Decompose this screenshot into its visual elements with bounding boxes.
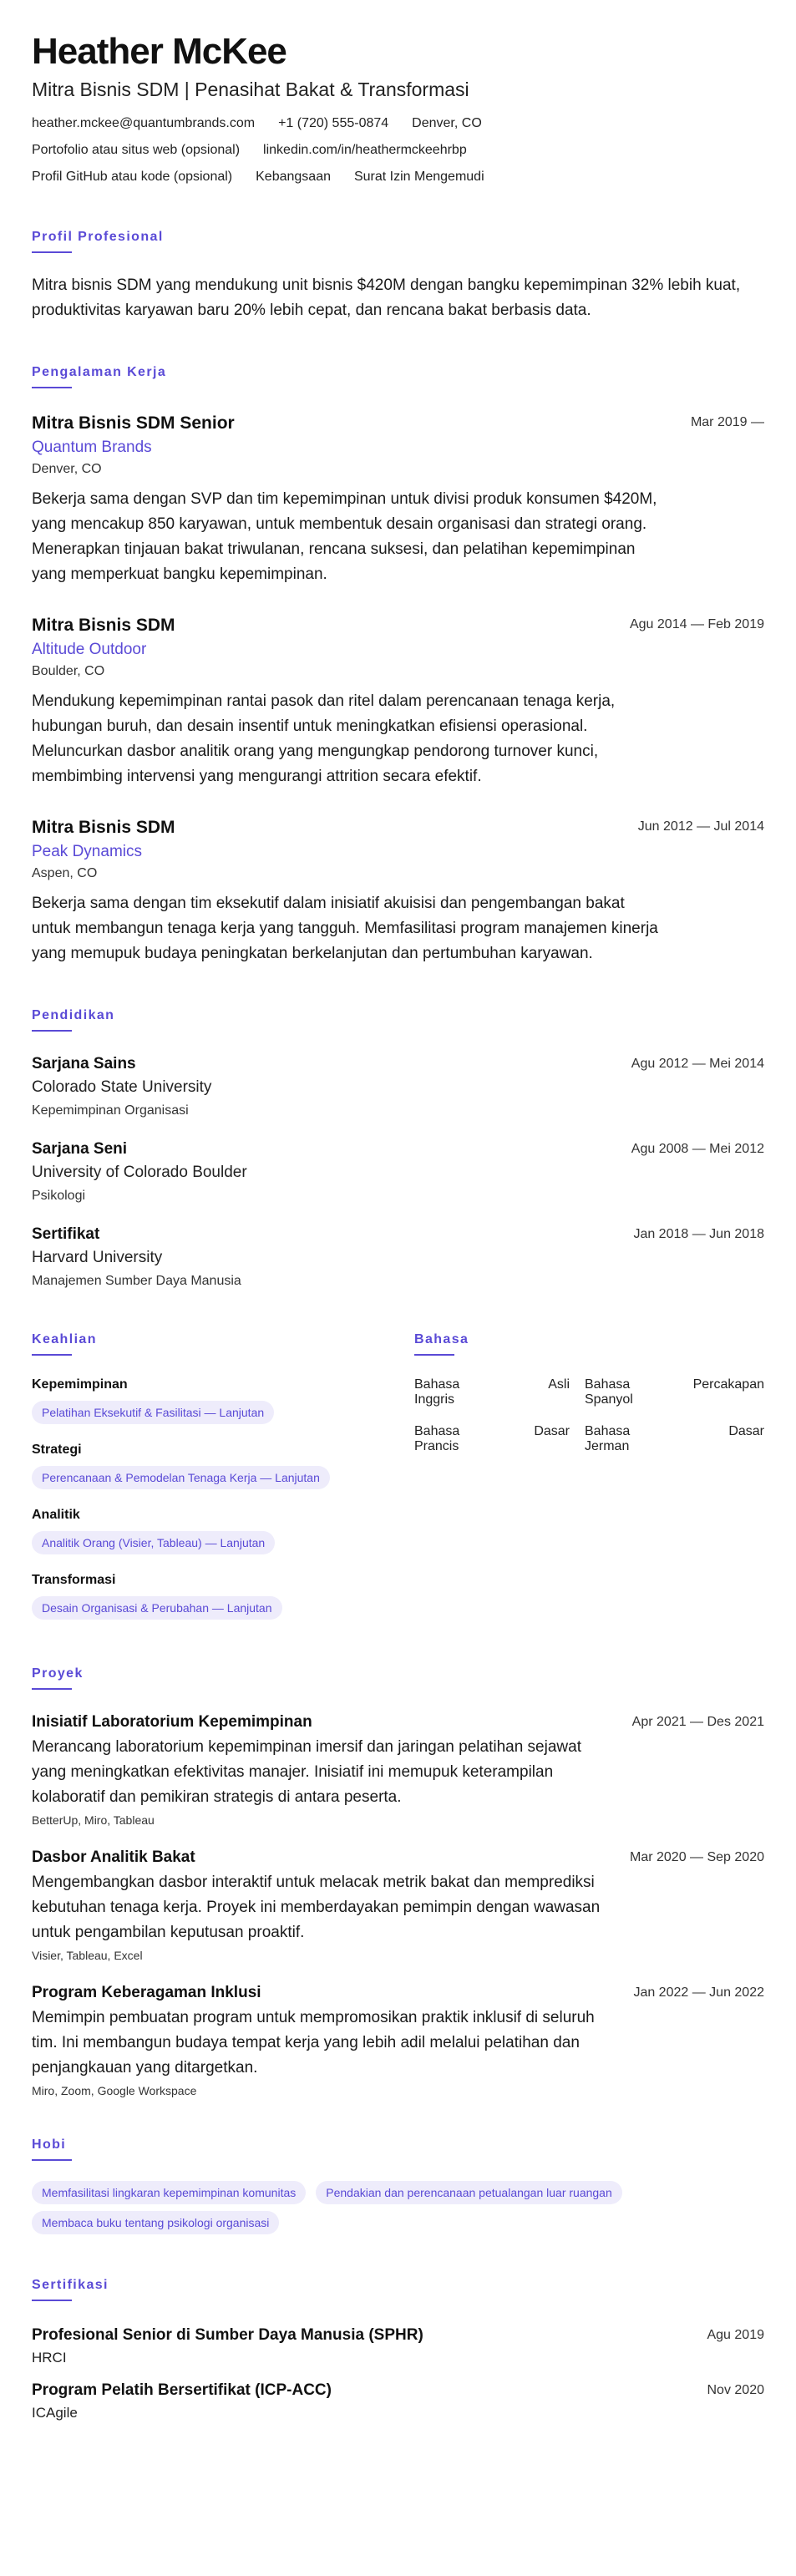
certification-date: Agu 2019 <box>707 2328 764 2342</box>
skill-chip: Analitik Orang (Visier, Tableau) — Lanjutan <box>32 1531 275 1554</box>
job-entry <box>32 413 764 587</box>
education-degree: Sertifikat <box>32 1225 100 1243</box>
skill-chip: Perencanaan & Pemodelan Tenaga Kerja — Lanjutan <box>32 1466 330 1489</box>
education-school: University of Colorado Boulder <box>32 1164 247 1181</box>
language-name: Bahasa Inggris <box>414 1377 460 1407</box>
certifications-section <box>32 2278 764 2421</box>
certification-title: Program Pelatih Bersertifikat (ICP-ACC) <box>32 2381 332 2399</box>
certification-title: Profesional Senior di Sumber Daya Manusia (SPHR) <box>32 2326 423 2344</box>
contact-email[interactable]: heather.mckee@quantumbrands.com <box>32 116 256 130</box>
candidate-name: Heather McKee <box>32 31 286 72</box>
education-date: Agu 2008 — Mei 2012 <box>631 1142 764 1156</box>
section-divider <box>32 2300 72 2301</box>
job-entry <box>32 818 764 966</box>
section-divider <box>32 251 72 253</box>
project-date: Jan 2022 — Jun 2022 <box>633 1985 764 2000</box>
contact-row-primary <box>32 116 764 131</box>
skill-chip: Desain Organisasi & Perubahan — Lanjutan <box>32 1596 282 1620</box>
language-level: Dasar <box>728 1424 764 1438</box>
hobby-row <box>32 2211 764 2234</box>
skill-group <box>32 1508 399 1554</box>
job-location: Aspen, CO <box>32 866 98 880</box>
language-name: Bahasa Spanyol <box>585 1377 633 1407</box>
skills-languages-row <box>32 1332 764 1643</box>
job-company: Quantum Brands <box>32 439 152 456</box>
certification-entry <box>32 2381 764 2421</box>
section-divider <box>414 1354 454 1356</box>
contact-location: Denver, CO <box>412 116 482 130</box>
project-tools: BetterUp, Miro, Tableau <box>32 1813 155 1827</box>
hobbies-section <box>32 2137 764 2234</box>
job-date: Agu 2014 — Feb 2019 <box>629 617 764 631</box>
profile-summary: Mitra bisnis SDM yang mendukung unit bisnis $420M dengan bangku kepemimpinan 32% lebih kuat, produktivitas karyawan baru 20% lebih cepat, dan rencana bakat berbasis data. <box>32 276 741 319</box>
section-divider <box>32 1030 72 1032</box>
profile-section <box>32 230 764 323</box>
job-description: Mendukung kepemimpinan rantai pasok dan ritel dalam perencanaan tenaga kerja, hubungan buruh, dan desain insentif untuk meningkatkan efisiensi operasional. Meluncurkan dasbor analitik orang yang mengungkap pendorong turnover kunci, membimbing intervensi yang mengurangi attrition secara efektif. <box>32 692 616 785</box>
language-name: Bahasa Prancis <box>414 1424 460 1453</box>
project-date: Mar 2020 — Sep 2020 <box>630 1850 764 1864</box>
section-title: Sertifikasi <box>32 2278 109 2292</box>
projects-section <box>32 1666 764 2097</box>
project-description: Merancang laboratorium kepemimpinan imersif dan jaringan pelatihan sejawat yang meningkatkan efektivitas manajer. Inisiatif ini memupuk keterampilan kolaboratif dan pemikiran strategis di antara peserta. <box>32 1738 581 1806</box>
job-description: Bekerja sama dengan SVP dan tim kepemimpinan untuk divisi produk konsumen $420M, yang mencakup 850 karyawan, untuk membentuk desain organisasi dan strategi orang. Menerapkan tinjauan bakat triwulanan, rencana suksesi, dan pelatihan kepemimpinan yang memperkuat bangku kepemimpinan. <box>32 490 657 583</box>
contact-phone[interactable]: +1 (720) 555-0874 <box>278 116 389 130</box>
section-divider <box>32 387 72 388</box>
job-company: Altitude Outdoor <box>32 641 147 658</box>
job-title: Mitra Bisnis SDM <box>32 818 175 837</box>
project-tools: Visier, Tableau, Excel <box>32 1949 143 1962</box>
skill-group <box>32 1573 399 1620</box>
education-section <box>32 1008 764 1289</box>
certification-date: Nov 2020 <box>707 2383 764 2397</box>
job-location: Boulder, CO <box>32 664 105 678</box>
section-divider <box>32 1688 72 1690</box>
language-level: Percakapan <box>692 1377 764 1392</box>
portfolio-link[interactable]: Portofolio atau situs web (opsional) <box>32 143 241 157</box>
github-link[interactable]: Profil GitHub atau kode (opsional) <box>32 170 233 184</box>
job-list <box>32 413 764 966</box>
project-entry <box>32 1713 764 1827</box>
job-title: Mitra Bisnis SDM <box>32 616 175 635</box>
section-title: Bahasa <box>414 1332 469 1346</box>
education-entry <box>32 1140 764 1204</box>
section-title: Pendidikan <box>32 1008 115 1022</box>
candidate-headline: Mitra Bisnis SDM | Penasihat Bakat & Transformasi <box>32 79 469 100</box>
skill-category: Kepemimpinan <box>32 1377 128 1392</box>
language-grid <box>414 1377 764 1454</box>
job-description: Bekerja sama dengan tim eksekutif dalam inisiatif akuisisi dan pengembangan bakat untuk membangun tenaga kerja yang tangguh. Memfasilitasi program manajemen kinerja yang memupuk budaya peningkatan berkelanjutan dan pertumbuhan karyawan. <box>32 895 658 962</box>
contact-row-links <box>32 143 764 158</box>
certification-entry <box>32 2326 764 2366</box>
language-name: Bahasa Jerman <box>585 1424 631 1453</box>
education-date: Agu 2012 — Mei 2014 <box>631 1057 764 1071</box>
license-field: Surat Izin Mengemudi <box>353 170 484 184</box>
linkedin-link[interactable]: linkedin.com/in/heathermckeehrbp <box>263 143 467 157</box>
job-location: Denver, CO <box>32 462 102 476</box>
job-date: Mar 2019 — <box>690 415 764 429</box>
project-description: Memimpin pembuatan program untuk mempromosikan praktik inklusif di seluruh tim. Ini membangun budaya tempat kerja yang lebih adil melalui pelatihan dan penjangkauan yang ditargetkan. <box>32 2009 595 2077</box>
hobby-chip: Memfasilitasi lingkaran kepemimpinan komunitas <box>32 2181 306 2204</box>
job-title: Mitra Bisnis SDM Senior <box>32 413 235 433</box>
language-level: Asli <box>548 1377 570 1392</box>
section-title: Hobi <box>32 2137 67 2152</box>
job-entry <box>32 616 764 789</box>
education-field: Kepemimpinan Organisasi <box>32 1103 189 1118</box>
hobby-chip: Pendakian dan perencanaan petualangan luar ruangan <box>316 2181 622 2204</box>
section-divider <box>32 2159 72 2161</box>
education-field: Psikologi <box>32 1189 86 1203</box>
project-title: Dasbor Analitik Bakat <box>32 1848 195 1866</box>
section-title: Proyek <box>32 1666 84 1681</box>
education-date: Jan 2018 — Jun 2018 <box>633 1227 764 1241</box>
section-title: Pengalaman Kerja <box>32 365 167 379</box>
education-entry <box>32 1225 764 1289</box>
section-title: Keahlian <box>32 1332 97 1346</box>
certification-issuer: HRCI <box>32 2350 67 2366</box>
education-school: Colorado State University <box>32 1078 212 1096</box>
project-entry <box>32 1848 764 1962</box>
skill-category: Transformasi <box>32 1573 116 1587</box>
contact-row-extra <box>32 170 764 185</box>
education-field: Manajemen Sumber Daya Manusia <box>32 1274 241 1288</box>
project-tools: Miro, Zoom, Google Workspace <box>32 2084 197 2097</box>
project-entry <box>32 1984 764 2097</box>
education-entry <box>32 1055 764 1118</box>
project-title: Program Keberagaman Inklusi <box>32 1984 261 2001</box>
section-divider <box>32 1354 72 1356</box>
hobby-row <box>32 2181 764 2204</box>
experience-section <box>32 365 764 966</box>
education-school: Harvard University <box>32 1249 163 1266</box>
skill-group <box>32 1377 399 1424</box>
job-date: Jun 2012 — Jul 2014 <box>637 819 764 834</box>
education-degree: Sarjana Seni <box>32 1140 128 1158</box>
section-title: Profil Profesional <box>32 230 164 244</box>
skill-category: Analitik <box>32 1508 80 1522</box>
language-level: Dasar <box>534 1424 570 1438</box>
certification-issuer: ICAgile <box>32 2405 78 2421</box>
languages-section <box>414 1332 764 1454</box>
hobby-chip: Membaca buku tentang psikologi organisasi <box>32 2211 279 2234</box>
project-description: Mengembangkan dasbor interaktif untuk melacak metrik bakat dan memprediksi kebutuhan tenaga kerja. Proyek ini memberdayakan pemimpin dengan wawasan untuk pengambilan keputusan proaktif. <box>32 1874 601 1941</box>
project-date: Apr 2021 — Des 2021 <box>631 1715 764 1729</box>
skill-category: Strategi <box>32 1443 82 1457</box>
skills-section <box>32 1332 399 1620</box>
skill-group <box>32 1443 399 1489</box>
skill-chip: Pelatihan Eksekutif & Fasilitasi — Lanjutan <box>32 1401 274 1424</box>
project-title: Inisiatif Laboratorium Kepemimpinan <box>32 1713 312 1731</box>
nationality-field: Kebangsaan <box>256 170 331 184</box>
job-company: Peak Dynamics <box>32 843 142 860</box>
education-degree: Sarjana Sains <box>32 1055 136 1072</box>
